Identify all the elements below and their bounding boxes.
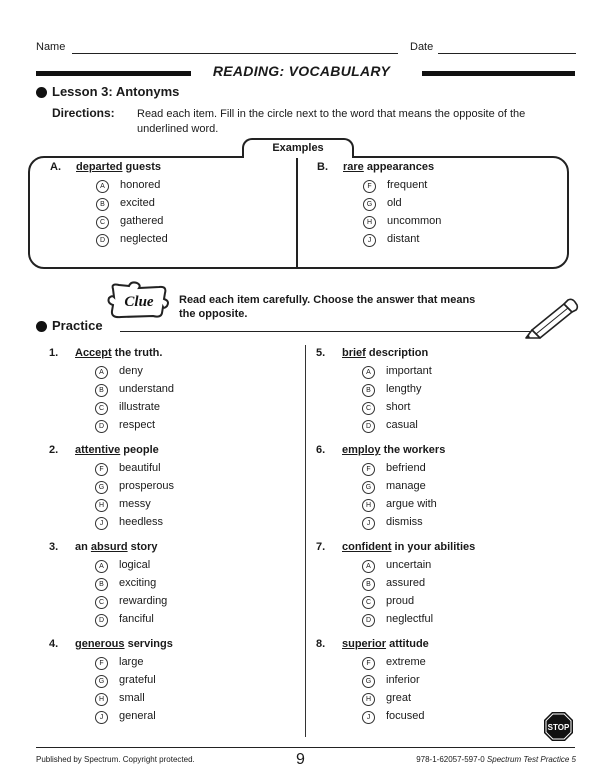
target-word: employ xyxy=(342,444,381,456)
answer-text: illustrate xyxy=(119,401,160,413)
book-title: Spectrum Test Practice 5 xyxy=(486,755,576,764)
examples-divider xyxy=(296,158,298,268)
question-number: 3. xyxy=(49,541,59,553)
answer-text: uncertain xyxy=(386,559,432,571)
answer-text: small xyxy=(119,692,145,704)
stem-rest: attitude xyxy=(386,638,429,650)
answer-bubble[interactable]: C xyxy=(96,216,109,229)
answer-bubble[interactable]: B xyxy=(95,384,108,397)
answer-text: prosperous xyxy=(119,480,175,492)
answer-text: proud xyxy=(386,595,415,607)
stem-rest: people xyxy=(120,444,159,456)
name-label: Name xyxy=(36,41,66,53)
clue-puzzle-icon xyxy=(107,281,171,319)
example-letter: B. xyxy=(317,161,328,173)
answer-text: honored xyxy=(120,179,161,191)
answer-bubble[interactable]: J xyxy=(362,517,375,530)
stem-rest: the workers xyxy=(380,444,446,456)
answer-bubble[interactable]: H xyxy=(362,693,375,706)
answer-bubble[interactable]: D xyxy=(362,420,375,433)
answer-bubble[interactable]: C xyxy=(95,402,108,415)
answer-bubble[interactable]: J xyxy=(95,711,108,724)
answer-bubble[interactable]: C xyxy=(362,402,375,415)
item-stem xyxy=(342,541,475,553)
example-letter: A. xyxy=(50,161,61,173)
target-word: absurd xyxy=(90,541,128,553)
answer-bubble[interactable]: H xyxy=(95,499,108,512)
answer-bubble[interactable]: B xyxy=(95,578,108,591)
stem-rest: the truth. xyxy=(111,347,163,359)
answer-text: extreme xyxy=(386,656,426,668)
question-number: 7. xyxy=(316,541,326,553)
answer-text: heedless xyxy=(119,516,164,528)
item-stem xyxy=(342,444,445,456)
isbn-text: 978-1-62057-597-0 xyxy=(416,755,485,764)
answer-bubble[interactable]: D xyxy=(362,614,375,627)
answer-bubble[interactable]: H xyxy=(362,499,375,512)
practice-label: Practice xyxy=(52,318,103,333)
answer-bubble[interactable]: J xyxy=(363,234,376,247)
target-word: Accept xyxy=(75,347,112,359)
answer-bubble[interactable]: D xyxy=(95,420,108,433)
answer-bubble[interactable]: A xyxy=(96,180,109,193)
answer-bubble[interactable]: F xyxy=(95,657,108,670)
answer-bubble[interactable]: C xyxy=(362,596,375,609)
answer-text: neglectful xyxy=(386,613,434,625)
answer-text: distant xyxy=(387,233,420,245)
directions-text: Read each item. Fill in the circle next to the word that means the opposite of the underlined word. xyxy=(137,108,526,135)
answer-text: exciting xyxy=(119,577,157,589)
stem-rest: story xyxy=(127,541,158,553)
answer-text: excited xyxy=(120,197,155,209)
practice-bullet-icon xyxy=(36,321,47,332)
title-rule-right xyxy=(422,71,575,76)
answer-text: important xyxy=(386,365,432,377)
answer-bubble[interactable]: G xyxy=(95,481,108,494)
examples-tab: Examples xyxy=(242,138,354,158)
item-stem xyxy=(75,541,158,553)
answer-text: beautiful xyxy=(119,462,161,474)
lesson-bullet-icon xyxy=(36,87,47,98)
answer-bubble[interactable]: B xyxy=(362,384,375,397)
item-stem xyxy=(342,638,429,650)
question-number: 2. xyxy=(49,444,59,456)
answer-text: rewarding xyxy=(119,595,168,607)
name-field[interactable] xyxy=(72,53,398,54)
answer-bubble[interactable]: B xyxy=(96,198,109,211)
lesson-title: Lesson 3: Antonyms xyxy=(52,84,180,99)
answer-bubble[interactable]: A xyxy=(362,560,375,573)
answer-bubble[interactable]: F xyxy=(363,180,376,193)
answer-text: short xyxy=(386,401,411,413)
target-word: confident xyxy=(342,541,392,553)
item-stem xyxy=(342,347,428,359)
answer-bubble[interactable]: D xyxy=(95,614,108,627)
item-stem xyxy=(76,161,161,173)
answer-bubble[interactable]: G xyxy=(362,675,375,688)
answer-text: lengthy xyxy=(386,383,422,395)
target-word: brief xyxy=(342,347,366,359)
answer-text: focused xyxy=(386,710,425,722)
stem-rest: in your abilities xyxy=(391,541,476,553)
question-number: 8. xyxy=(316,638,326,650)
answer-text: assured xyxy=(386,577,426,589)
date-field[interactable] xyxy=(438,53,576,54)
publisher-text: Published by Spectrum. Copyright protected. xyxy=(36,755,195,764)
stem-rest: servings xyxy=(124,638,173,650)
answer-bubble[interactable]: J xyxy=(95,517,108,530)
question-number: 6. xyxy=(316,444,326,456)
answer-text: frequent xyxy=(387,179,428,191)
answer-text: old xyxy=(387,197,402,209)
item-stem xyxy=(75,444,159,456)
footer-rule xyxy=(36,747,575,748)
page-title: READING: VOCABULARY xyxy=(212,63,391,79)
answer-bubble[interactable]: F xyxy=(362,463,375,476)
answer-text: great xyxy=(386,692,412,704)
practice-rule xyxy=(120,331,530,332)
answer-text: dismiss xyxy=(386,516,423,528)
answer-text: casual xyxy=(386,419,418,431)
stem-rest: guests xyxy=(122,161,161,173)
answer-bubble[interactable]: A xyxy=(362,366,375,379)
answer-text: grateful xyxy=(119,674,156,686)
answer-text: messy xyxy=(119,498,151,510)
answer-bubble[interactable]: F xyxy=(362,657,375,670)
page-number: 9 xyxy=(296,751,305,768)
clue-text: Read each item carefully. Choose the answer that means the opposite. xyxy=(179,294,476,320)
answer-bubble[interactable]: B xyxy=(362,578,375,591)
question-number: 5. xyxy=(316,347,326,359)
answer-text: inferior xyxy=(386,674,420,686)
answer-text: respect xyxy=(119,419,156,431)
question-number: 4. xyxy=(49,638,59,650)
pencil-icon xyxy=(520,296,580,340)
stop-label: STOP xyxy=(547,723,570,732)
answer-text: manage xyxy=(386,480,426,492)
clue-label: Clue xyxy=(124,294,154,310)
answer-bubble[interactable]: G xyxy=(363,198,376,211)
answer-bubble[interactable]: D xyxy=(96,234,109,247)
answer-text: befriend xyxy=(386,462,426,474)
answer-text: neglected xyxy=(120,233,168,245)
answer-bubble[interactable]: H xyxy=(363,216,376,229)
item-stem xyxy=(343,161,434,173)
answer-text: uncommon xyxy=(387,215,442,227)
target-word: superior xyxy=(342,638,387,650)
target-word: generous xyxy=(75,638,125,650)
answer-text: gathered xyxy=(120,215,164,227)
stem-rest: description xyxy=(365,347,429,359)
answer-bubble[interactable]: G xyxy=(95,675,108,688)
answer-bubble[interactable]: F xyxy=(95,463,108,476)
practice-column-divider xyxy=(305,345,306,737)
answer-text: fanciful xyxy=(119,613,154,625)
item-stem xyxy=(75,638,173,650)
answer-bubble[interactable]: H xyxy=(95,693,108,706)
item-stem xyxy=(75,347,162,359)
answer-text: large xyxy=(119,656,144,668)
answer-bubble[interactable]: C xyxy=(95,596,108,609)
answer-bubble[interactable]: G xyxy=(362,481,375,494)
answer-bubble[interactable]: A xyxy=(95,560,108,573)
stem-prefix: an xyxy=(75,541,91,553)
question-number: 1. xyxy=(49,347,59,359)
target-word: rare xyxy=(343,161,364,173)
answer-text: argue with xyxy=(386,498,437,510)
answer-text: general xyxy=(119,710,156,722)
stop-sign-icon xyxy=(543,711,574,742)
answer-bubble[interactable]: A xyxy=(95,366,108,379)
answer-text: understand xyxy=(119,383,175,395)
directions-label: Directions: xyxy=(52,106,115,120)
answer-text: logical xyxy=(119,559,151,571)
answer-text: deny xyxy=(119,365,143,377)
target-word: attentive xyxy=(75,444,121,456)
stem-rest: appearances xyxy=(363,161,435,173)
date-label: Date xyxy=(410,41,434,53)
target-word: departed xyxy=(76,161,123,173)
book-info xyxy=(396,755,576,764)
answer-bubble[interactable]: J xyxy=(362,711,375,724)
